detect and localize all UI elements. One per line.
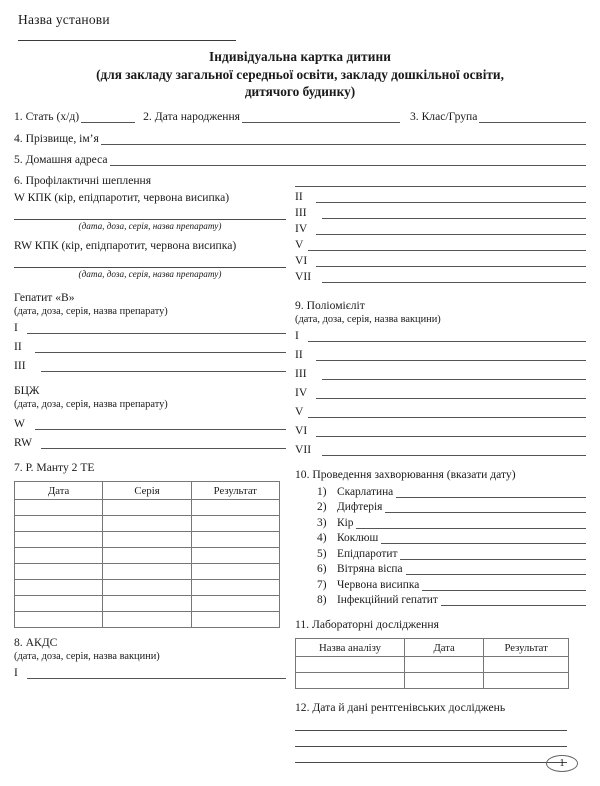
bcg-heading: БЦЖ [14, 383, 40, 397]
address-row [14, 153, 586, 166]
disease-date-input[interactable] [396, 486, 586, 498]
table-row [15, 564, 280, 580]
mantoux-cell[interactable] [103, 516, 191, 532]
left-column [14, 173, 286, 763]
hepatitis-numeral: II [14, 339, 22, 353]
address-label: 5. Домашня адреса [14, 153, 108, 167]
hepatitis-row [14, 340, 286, 353]
section-6-row [295, 206, 586, 219]
disease-row [295, 501, 586, 513]
bcg-label: RW [14, 436, 33, 450]
rw-kpk-label: RW КПК (кір, епідпаротит, червона висипка) [14, 239, 237, 253]
section-8-caption: (дата, доза, серія, назва вакцини) [14, 651, 160, 663]
mantoux-col-result: Результат [191, 482, 279, 500]
table-row [15, 612, 280, 628]
lab-table-body [296, 657, 569, 689]
section-6-row [295, 254, 586, 267]
section-6-input[interactable] [316, 223, 586, 235]
mantoux-cell[interactable] [103, 580, 191, 596]
disease-date-input[interactable] [385, 501, 586, 513]
xray-input-line[interactable] [295, 745, 567, 747]
section-6-input[interactable] [322, 207, 586, 219]
section-6-numeral: IV [295, 222, 308, 236]
akds-row [14, 666, 286, 679]
disease-index: 1) [317, 485, 327, 498]
mantoux-cell[interactable] [191, 580, 279, 596]
disease-name: Скарлатина [337, 485, 394, 498]
page-number: 1 [546, 755, 578, 772]
polio-row [295, 443, 586, 456]
polio-numeral: III [295, 366, 307, 380]
table-row [15, 516, 280, 532]
body-columns [14, 173, 586, 763]
polio-input[interactable] [316, 425, 586, 437]
hepatitis-input[interactable] [27, 322, 286, 334]
mantoux-cell[interactable] [15, 580, 103, 596]
polio-input[interactable] [316, 387, 586, 399]
section-6-row [295, 270, 586, 283]
xray-input-line[interactable] [295, 729, 567, 731]
mantoux-cell[interactable] [15, 532, 103, 548]
section-6-numeral: VI [295, 254, 308, 268]
disease-index: 8) [317, 594, 327, 607]
bcg-input[interactable] [35, 418, 286, 430]
section-6-heading: 6. Профілактичні шеплення [14, 174, 152, 188]
sex-label: 1. Стать (х/д) [14, 110, 80, 124]
polio-input[interactable] [322, 444, 586, 456]
birthdate-input[interactable] [242, 111, 400, 123]
disease-row [295, 486, 586, 498]
section-6-row [295, 190, 586, 203]
disease-index: 4) [317, 532, 327, 545]
disease-index: 6) [317, 563, 327, 576]
section-6-numeral: V [295, 238, 304, 252]
mantoux-table [14, 481, 280, 628]
surname-label: 4. Прізвище, ім’я [14, 132, 99, 146]
section-9-caption: (дата, доза, серія, назва вакцини) [295, 314, 441, 326]
mantoux-cell[interactable] [103, 548, 191, 564]
table-row [15, 548, 280, 564]
section-6-input[interactable] [308, 239, 586, 251]
disease-date-input[interactable] [356, 517, 586, 529]
mantoux-cell[interactable] [103, 564, 191, 580]
polio-row [295, 367, 586, 380]
disease-index: 3) [317, 516, 327, 529]
polio-input[interactable] [308, 406, 586, 418]
class-group-label: 3. Клас/Група [409, 110, 478, 124]
disease-index: 5) [317, 547, 327, 560]
disease-row [295, 548, 586, 560]
polio-numeral: II [295, 347, 303, 361]
hepatitis-heading: Гепатит «В» [14, 291, 75, 305]
disease-row [295, 579, 586, 591]
disease-name: Вітряна віспа [337, 563, 403, 576]
mantoux-cell[interactable] [191, 564, 279, 580]
lab-table [295, 638, 569, 689]
surname-row [14, 132, 586, 145]
polio-input[interactable] [316, 349, 586, 361]
section-6-input[interactable] [316, 255, 586, 267]
disease-index: 7) [317, 578, 327, 591]
polio-row [295, 348, 586, 361]
hepatitis-row [14, 359, 286, 372]
section-11-heading: 11. Лабораторні дослідження [295, 618, 439, 632]
sex-input[interactable] [81, 111, 135, 123]
lab-cell[interactable] [484, 673, 569, 689]
section-6-first-rule-row [295, 175, 586, 187]
section-6-numeral-list [295, 190, 586, 283]
xray-blank-lines [295, 729, 586, 763]
section-6-first-input[interactable] [295, 175, 586, 187]
table-row [15, 596, 280, 612]
hepatitis-row [14, 321, 286, 334]
table-row [15, 580, 280, 596]
hepatitis-input[interactable] [35, 341, 286, 353]
hepatitis-numeral: I [14, 320, 18, 334]
institution-name-rule[interactable] [18, 39, 236, 41]
section-8-heading: 8. АКДС [14, 636, 58, 650]
table-row [15, 532, 280, 548]
polio-numeral-list [295, 329, 586, 456]
disease-row [295, 594, 586, 606]
table-header-row [15, 482, 280, 500]
hepatitis-caption: (дата, доза, серія, назва препарату) [14, 306, 168, 318]
mantoux-cell[interactable] [191, 548, 279, 564]
bcg-input[interactable] [41, 437, 286, 449]
rw-kpk-rule[interactable] [14, 266, 286, 268]
disease-row [295, 532, 586, 544]
section-12-heading: 12. Дата й дані рентгенівських досліджень [295, 701, 506, 715]
mantoux-cell[interactable] [15, 516, 103, 532]
disease-date-input[interactable] [441, 594, 586, 606]
mantoux-cell[interactable] [15, 564, 103, 580]
disease-date-input[interactable] [422, 579, 586, 591]
mantoux-cell[interactable] [15, 548, 103, 564]
disease-date-input[interactable] [400, 548, 586, 560]
section-6-numeral: III [295, 206, 307, 220]
hepatitis-numeral: III [14, 358, 26, 372]
mantoux-cell[interactable] [103, 500, 191, 516]
section-9-heading: 9. Поліомієліт [295, 299, 365, 313]
disease-name: Епідпаротит [337, 547, 398, 560]
table-row [15, 500, 280, 516]
xray-input-line[interactable] [295, 761, 567, 763]
disease-name: Дифтерія [337, 501, 383, 514]
w-kpk-caption: (дата, доза, серія, назва препарату) [78, 221, 222, 232]
polio-row [295, 329, 586, 342]
lab-col-name: Назва аналізу [296, 639, 405, 657]
table-row [296, 673, 569, 689]
mantoux-cell[interactable] [103, 596, 191, 612]
mantoux-cell[interactable] [15, 500, 103, 516]
class-group-input[interactable] [479, 111, 586, 123]
mantoux-cell[interactable] [191, 612, 279, 628]
disease-name: Інфекційний гепатит [337, 594, 438, 607]
address-input[interactable] [110, 154, 586, 166]
mantoux-col-date: Дата [15, 482, 103, 500]
polio-input[interactable] [322, 368, 586, 380]
disease-row [295, 517, 586, 529]
birthdate-label: 2. Дата народження [143, 110, 240, 124]
bcg-row [14, 417, 286, 430]
institution-name-label: Назва установи [18, 12, 110, 27]
identity-row [14, 110, 586, 123]
title-line-1: Індивідуальна картка дитини [208, 49, 392, 64]
lab-col-date: Дата [405, 639, 484, 657]
disease-date-input[interactable] [381, 532, 586, 544]
title-line-3: дитячого будинку) [244, 84, 356, 100]
section-6-numeral: VII [295, 270, 312, 284]
mantoux-cell[interactable] [191, 596, 279, 612]
disease-index: 2) [317, 501, 327, 514]
polio-numeral: V [295, 404, 304, 418]
hepatitis-input[interactable] [41, 360, 286, 372]
mantoux-cell[interactable] [103, 532, 191, 548]
disease-list [295, 486, 586, 607]
polio-numeral: VII [295, 442, 312, 456]
akds-numeral: I [14, 666, 18, 679]
mantoux-cell[interactable] [191, 516, 279, 532]
mantoux-cell[interactable] [191, 500, 279, 516]
mantoux-cell[interactable] [15, 596, 103, 612]
polio-numeral: IV [295, 385, 308, 399]
disease-row [295, 563, 586, 575]
polio-row [295, 424, 586, 437]
disease-name: Кір [337, 516, 354, 529]
polio-row [295, 405, 586, 418]
polio-input[interactable] [308, 330, 586, 342]
lab-cell[interactable] [296, 657, 405, 673]
polio-numeral: VI [295, 423, 308, 437]
bcg-row [14, 436, 286, 449]
table-row [296, 657, 569, 673]
lab-cell[interactable] [484, 657, 569, 673]
lab-cell[interactable] [296, 673, 405, 689]
mantoux-cell[interactable] [191, 532, 279, 548]
w-kpk-rule[interactable] [14, 218, 286, 220]
section-6-row [295, 222, 586, 235]
disease-date-input[interactable] [406, 563, 586, 575]
lab-col-result: Результат [484, 639, 569, 657]
title-line-2: (для закладу загальної середньої освіти, закладу дошкільної освіти, [96, 66, 504, 82]
section-7-heading: 7. Р. Манту 2 ТЕ [14, 461, 95, 475]
bcg-caption: (дата, доза, серія, назва препарату) [14, 398, 168, 410]
section-6-row [295, 238, 586, 251]
disease-name: Коклюш [337, 532, 379, 545]
mantoux-col-series: Серія [103, 482, 191, 500]
section-6-input[interactable] [316, 191, 586, 203]
page-title [14, 48, 586, 101]
mantoux-table-body [15, 500, 280, 628]
table-header-row [296, 639, 569, 657]
section-10-heading: 10. Проведення захворювання (вказати дату) [295, 467, 516, 481]
section-6-input[interactable] [322, 271, 586, 283]
mantoux-cell[interactable] [103, 612, 191, 628]
rw-kpk-caption: (дата, доза, серія, назва препарату) [78, 269, 222, 280]
lab-cell[interactable] [405, 673, 484, 689]
w-kpk-label: W КПК (кір, епідпаротит, червона висипка) [14, 191, 230, 205]
lab-cell[interactable] [405, 657, 484, 673]
polio-row [295, 386, 586, 399]
polio-numeral: I [295, 328, 299, 342]
right-column [295, 173, 586, 763]
akds-input[interactable] [27, 667, 286, 679]
disease-name: Червона висипка [337, 578, 420, 591]
bcg-label: W [14, 417, 25, 431]
mantoux-cell[interactable] [15, 612, 103, 628]
surname-input[interactable] [101, 133, 586, 145]
section-6-numeral: II [295, 190, 303, 204]
